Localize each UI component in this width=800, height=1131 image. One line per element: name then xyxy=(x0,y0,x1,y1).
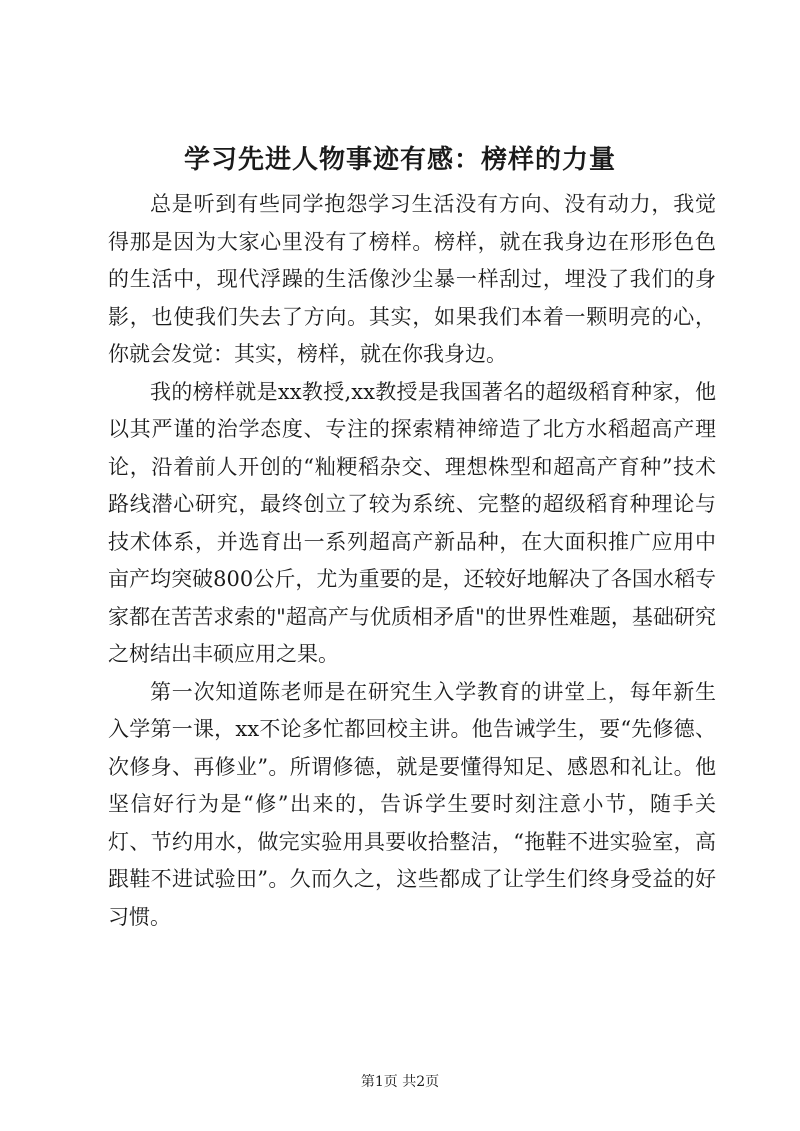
page-number-footer: 第1页 共2页 xyxy=(360,1074,440,1090)
paragraph: 总是听到有些同学抱怨学习生活没有方向、没有动力，我觉得那是因为大家心里没有了榜样。榜样，就在我身边在形形色色的生活中，现代浮躁的生活像沙尘暴一样刮过，埋没了我们的身影，也使我们失去了方向。其实，如果我们本着一颗明亮的心，你就会发觉：其实，榜样，就在你我身边。 xyxy=(108,192,716,366)
document-body xyxy=(108,186,716,936)
paragraph: 我的榜样就是xx教授,xx教授是我国著名的超级稻育种家，他以其严谨的治学态度、专注的探索精神缔造了北方水稻超高产理论，沿着前人开创的“籼粳稻杂交、理想株型和超高产育种”技术路线潜心研究，最终创立了较为系统、完整的超级稻育种理论与技术体系，并选育出一系列超高产新品种，在大面积推广应用中亩产均突破800公斤，尤为重要的是，还较好地解决了各国水稻专家都在苦苦求索的"超高产与优质相矛盾"的世界性难题，基础研究之树结出丰硕应用之果。 xyxy=(108,379,716,666)
document-title: 学习先进人物事迹有感：榜样的力量 xyxy=(183,145,616,175)
paragraph: 第一次知道陈老师是在研究生入学教育的讲堂上，每年新生入学第一课，xx不论多忙都回校主讲。他告诫学生，要“先修德、次修身、再修业”。所谓修德，就是要懂得知足、感恩和礼让。他坚信好行为是“修”出来的，告诉学生要时刻注意小节，随手关灯、节约用水，做完实验用具要收拾整洁，“拖鞋不进实验室，高跟鞋不进试验田”。久而久之，这些都成了让学生们终身受益的好习惯。 xyxy=(108,679,716,929)
